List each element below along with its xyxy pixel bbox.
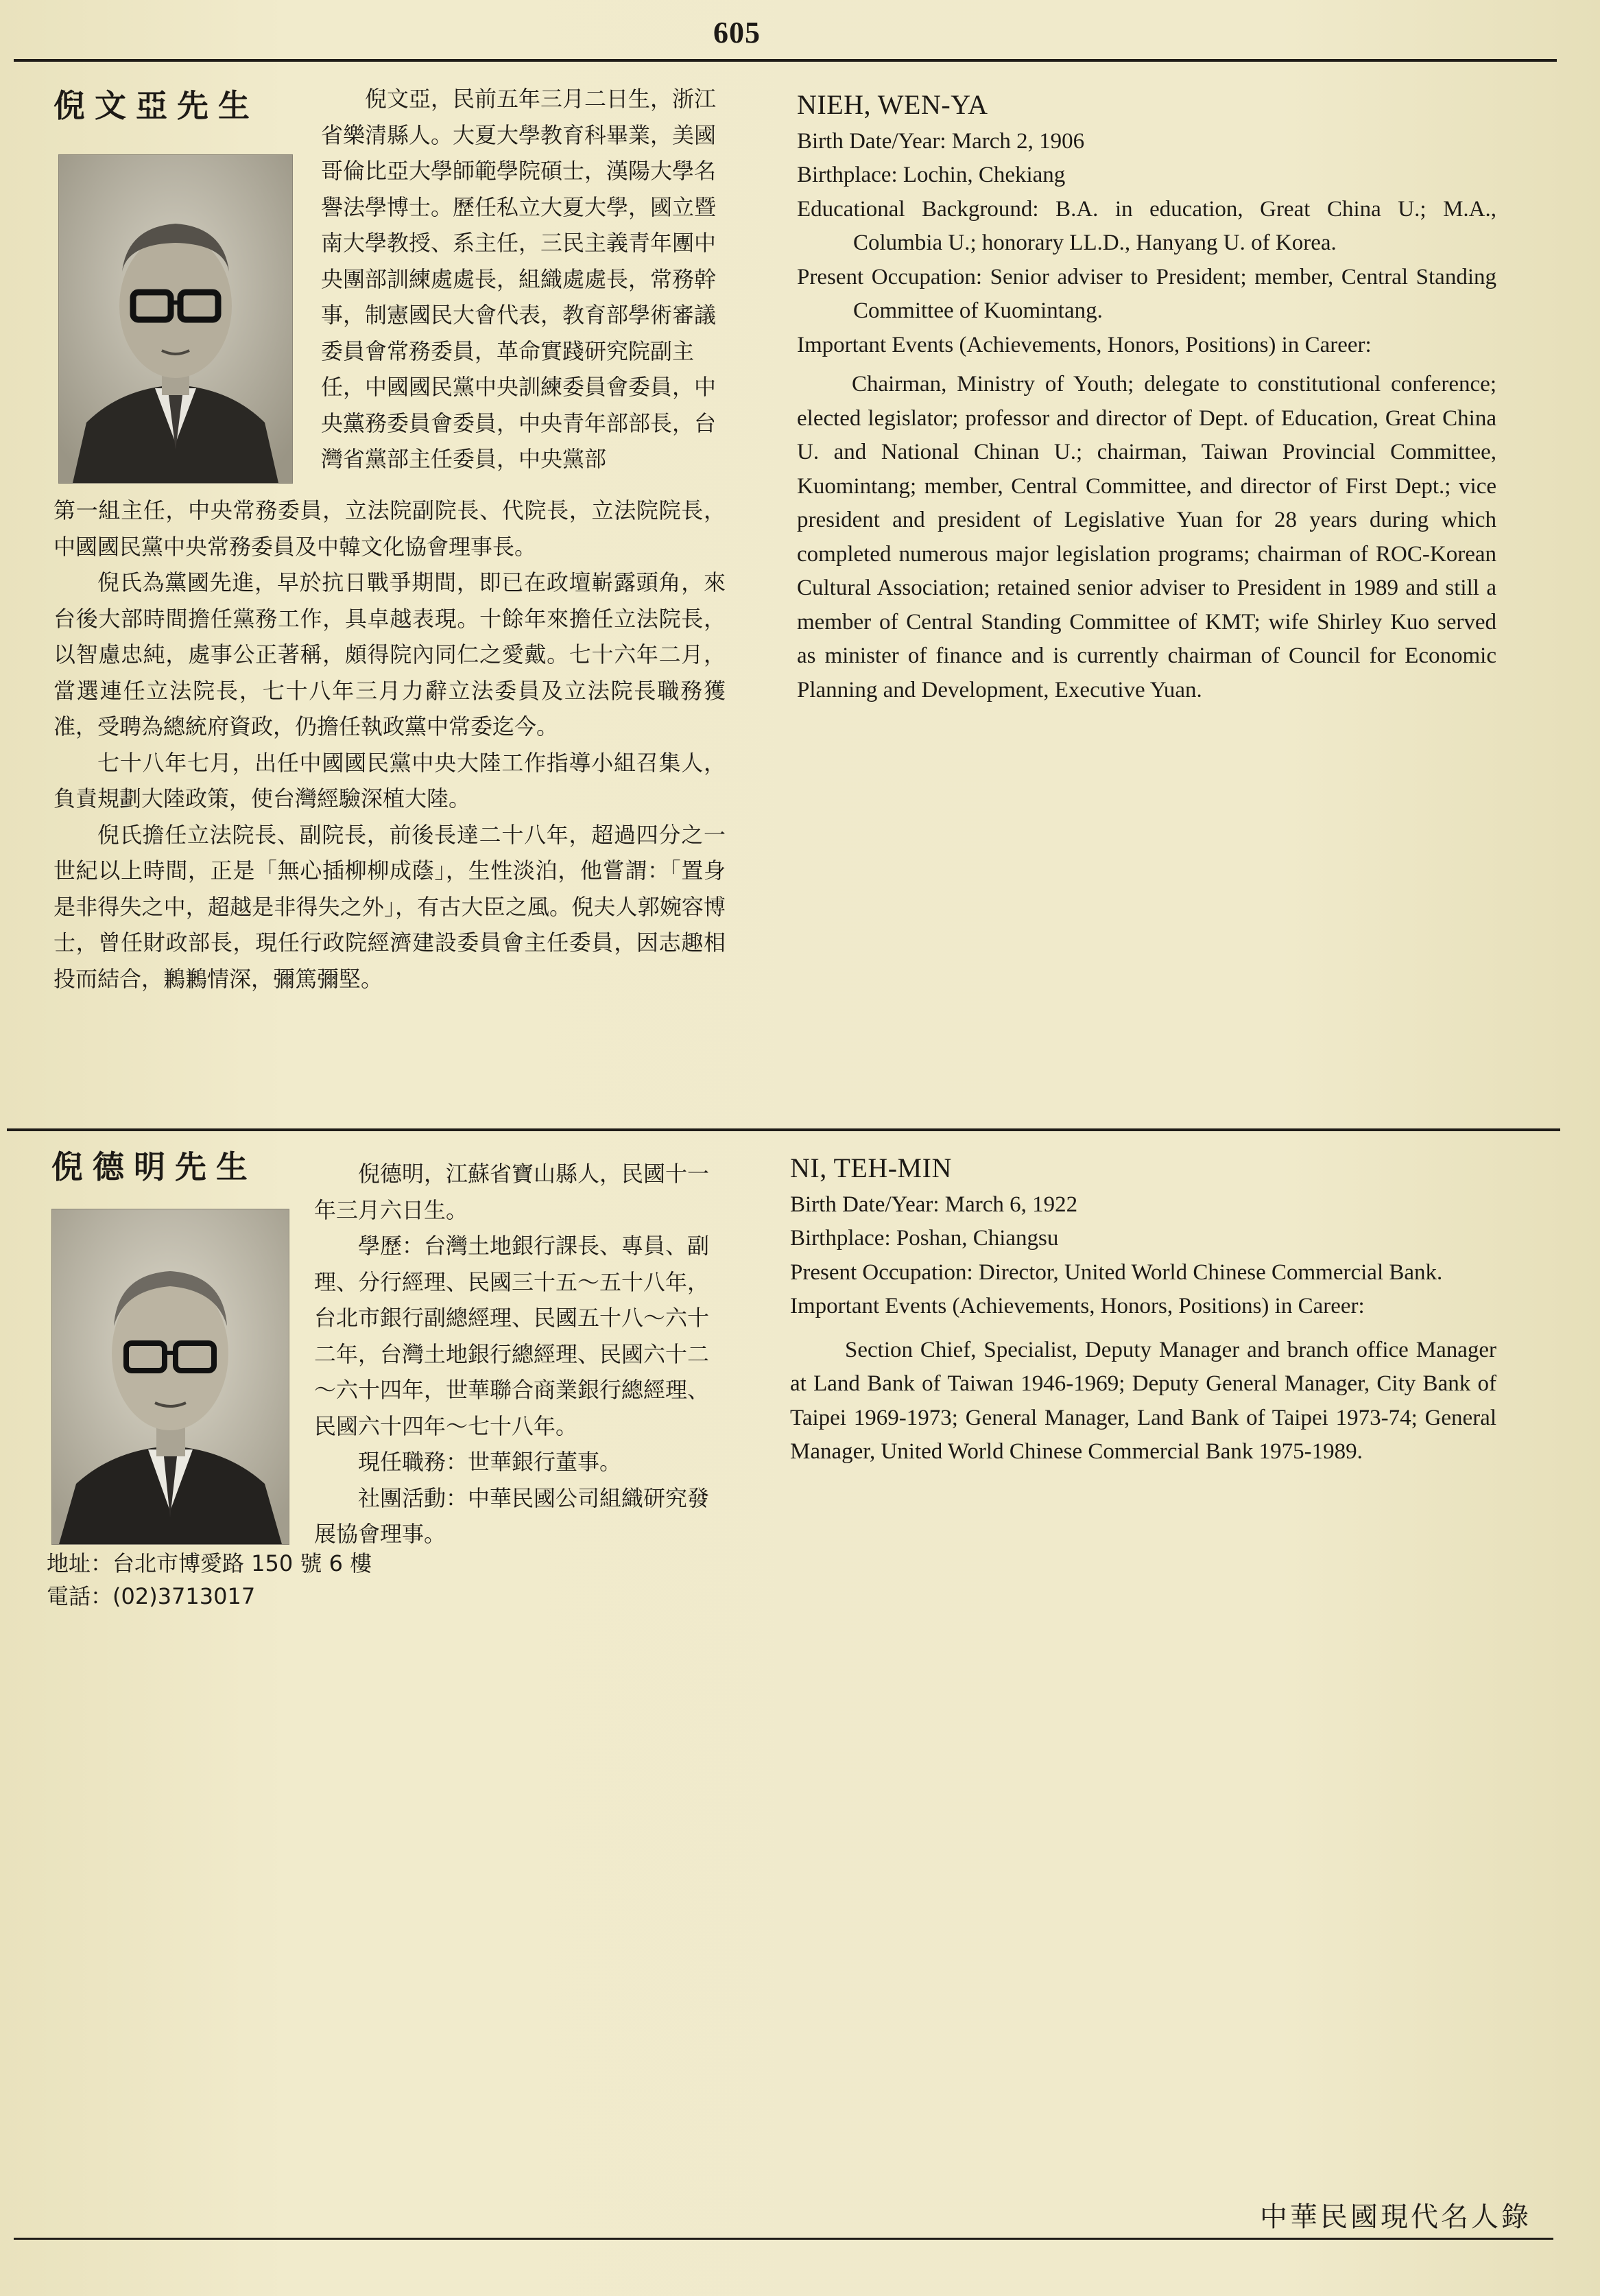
book-title-footer: 中華民國現代名人錄	[1260, 2201, 1531, 2233]
entry-1-chinese-bio-intro	[321, 81, 726, 477]
entry-2-chinese-bio	[314, 1156, 726, 1552]
entry-divider	[7, 1128, 1560, 1131]
bottom-rule	[14, 2238, 1553, 2240]
entry-1-education: Educational Background: B.A. in education, Great China U.; M.A., Columbia U.; honorary LL.D., Hanyang U. of Korea.	[797, 196, 1496, 255]
entry-1-birth-date: Birth Date/Year: March 2, 1906	[797, 128, 1085, 154]
entry-1-chinese-paragraph: 倪氏擔任立法院長、副院長，前後長達二十八年，超過四分之一世紀以上時間，正是「無心插柳柳成蔭」，生性淡泊，他嘗謂：「置身是非得失之中，超越是非得失之外」，有古大臣之風。倪夫人郭婉容博士，曾任財政部長，現任行政院經濟建設委員會主任委員，因志趣相投而結合，鶼鶼情深，彌篤彌堅。	[53, 821, 726, 992]
entry-1-portrait-photo	[58, 154, 293, 484]
entry-2-events-text: Section Chief, Specialist, Deputy Manager and branch office Manager at Land Bank of Taiwan 1946-1969; Deputy General Manager, City Bank of Taipei 1969-1973; General Manager, Land Bank of Taipei 1973-74; General Manager, United World Chinese Commercial Bank 1975-1989.	[790, 1337, 1496, 1464]
entry-2-chinese-intro: 倪德明，江蘇省寶山縣人，民國十一年三月六日生。	[314, 1161, 710, 1223]
entry-2-birthplace: Birthplace: Poshan, Chiangsu	[790, 1226, 1059, 1251]
entry-2-birth-date: Birth Date/Year: March 6, 1922	[790, 1192, 1078, 1217]
entry-2-english-name: NI, TEH-MIN	[790, 1152, 952, 1183]
entry-1-chinese-bio-continued: 第一組主任，中央常務委員，立法院副院長、代院長，立法院院長，中國國民黨中央常務委員及中韓文化協會理事長。	[53, 497, 726, 560]
top-rule	[14, 59, 1557, 62]
page-number: 605	[713, 16, 761, 49]
entry-2-chinese-social: 社團活動：中華民國公司組織研究發展協會理事。	[314, 1484, 710, 1547]
entry-2-events-label: Important Events (Achievements, Honors, Positions) in Career:	[790, 1294, 1365, 1318]
entry-2-portrait-photo	[51, 1209, 289, 1545]
entry-1-chinese-name: 倪文亞先生	[53, 87, 259, 124]
entry-1-english-bio	[797, 88, 1496, 707]
entry-2-chinese-current-job: 現任職務：世華銀行董事。	[358, 1449, 622, 1475]
entry-1-chinese-paragraph: 倪氏為黨國先進，早於抗日戰爭期間，即已在政壇嶄露頭角，來台後大部時間擔任黨務工作，具卓越表現。十餘年來擔任立法院長，以智慮忠純，處事公正著稱，頗得院內同仁之愛戴。七十六年二月，當選連任立法院長，七十八年三月力辭立法委員及立法院長職務獲准，受聘為總統府資政，仍擔任執政黨中常委迄今。	[53, 569, 726, 739]
entry-2-address: 地址：台北市博愛路 150 號 6 樓	[47, 1550, 372, 1576]
entry-2-contact	[47, 1547, 372, 1613]
entry-1-events-label: Important Events (Achievements, Honors, Positions) in Career:	[797, 332, 1372, 357]
entry-1-birthplace: Birthplace: Lochin, Chekiang	[797, 163, 1066, 187]
entry-1-chinese-bio-body	[53, 493, 726, 997]
entry-1-english-name: NIEH, WEN-YA	[797, 89, 988, 120]
entry-2-occupation: Present Occupation: Director, United World Chinese Commercial Bank.	[790, 1259, 1443, 1285]
entry-1-chinese-paragraph: 七十八年七月，出任中國國民黨中央大陸工作指導小組召集人，負責規劃大陸政策，使台灣經驗深植大陸。	[53, 749, 726, 812]
entry-2-chinese-name: 倪德明先生	[51, 1148, 257, 1185]
entry-2-chinese-experience: 學歷：台灣土地銀行課長、專員、副理、分行經理、民國三十五～五十八年，台北市銀行副總經理、民國五十八～六十二年，台灣土地銀行總經理、民國六十二～六十四年，世華聯合商業銀行總經理、民國六十四年～七十八年。	[314, 1233, 710, 1439]
entry-1-occupation: Present Occupation: Senior adviser to President; member, Central Standing Committee of Kuomintang.	[797, 264, 1496, 323]
entry-1-chinese-bio-intro-text: 倪文亞，民前五年三月二日生，浙江省樂清縣人。大夏大學教育科畢業，美國哥倫比亞大學師範學院碩士，漢陽大學名譽法學博士。歷任私立大夏大學，國立暨南大學教授、系主任，三民主義青年團中央團部訓練處處長，組織處處長，常務幹事，制憲國民大會代表，教育部學術審議委員會常務委員，革命實踐研究院副主任，中國國民黨中央訓練委員會委員，中央黨務委員會委員，中央青年部部長，台灣省黨部主任委員，中央黨部	[321, 86, 717, 472]
entry-2-phone: 電話：(02)3713017	[47, 1583, 256, 1609]
entry-2-english-bio	[790, 1151, 1496, 1469]
entry-1-events-text: Chairman, Ministry of Youth; delegate to constitutional conference; elected legislator; professor and director of Dept. of Education, Great China U. and National Chinan U.; chairman, Taiwan Provincial Committee, Kuomintang; member, Central Committee, and director of First Dept.; vice president and president of Legislative Yuan for 28 years during which completed numerous major legislation programs; chairman of ROC-Korean Cultural Association; retained senior adviser to President in 1989 and still a member of Central Standing Committee of KMT; wife Shirley Kuo served as minister of finance and is currently chairman of Council for Economic Planning and Development, Executive Yuan.	[797, 372, 1496, 702]
